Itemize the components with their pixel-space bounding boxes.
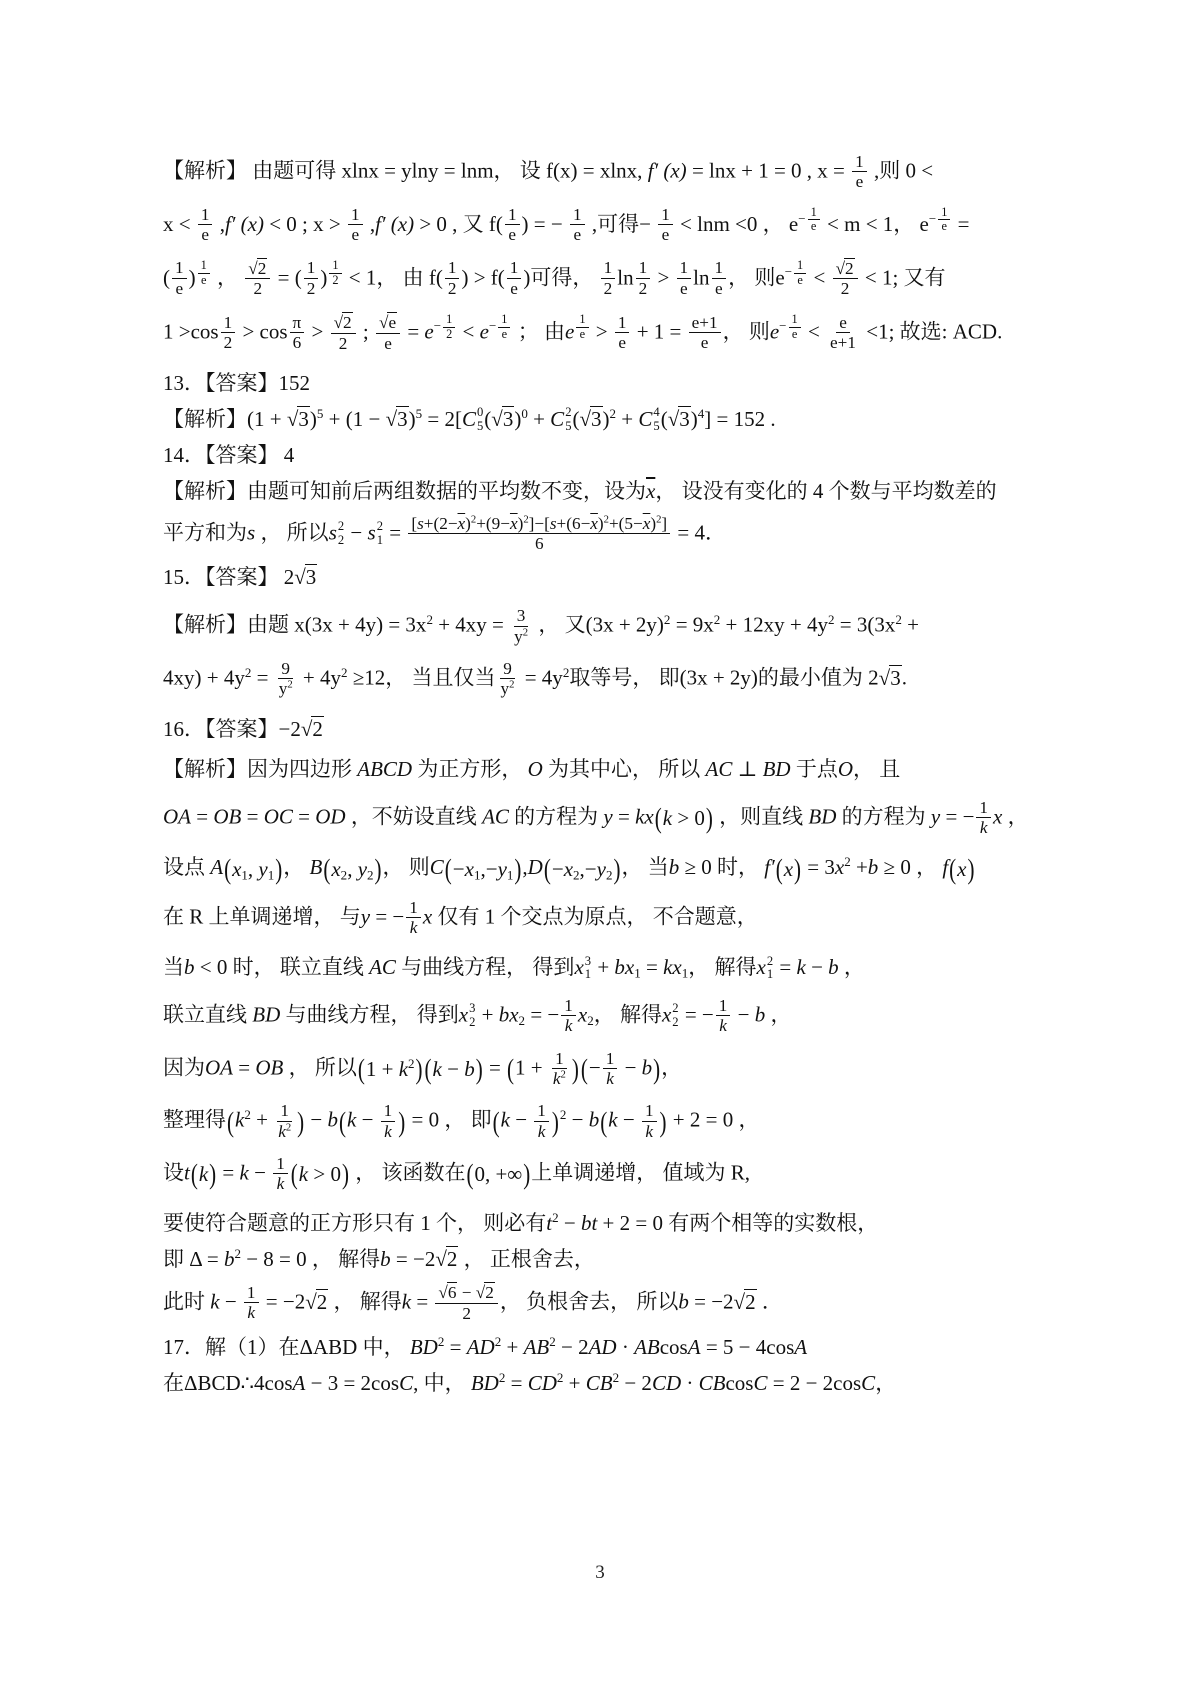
text-line-20: 因为OA = OB ， 所以 ( $1 + k^2$ ) ( k − b ) = ( 1 + $\frac{1}{k^2}$ ) ( − $\frac{1}{k}$ − b ) ，	[163, 1048, 683, 1088]
text-line-4: 1 >cos $\frac{1}{2}$ > cos $\frac{\pi}{6}$ > $\frac{√2}{2}$ ; $\frac{√e}{e}$ = $e^{- \frac{1}{2}}$ < $e^{- \frac{1}{e}}$ ； 由e $^{\frac{1}{e}}$ > $\frac{1}{e}$ + 1 = $\frac{e+1}{e}$ ， 则$e^{- \frac{1}{e}}$ < $\frac{e}{e+1}$ <1; 故选: ACD.	[163, 311, 1003, 353]
text-line-13: 16．【答案】−2√2	[163, 716, 323, 741]
text-line-15: OA = OB = OC = OD ，不妨设直线 AC 的方程为 y = kx ( k > 0 ) ，则直线 BD 的方程为 y = − $\frac{1}{k}$ x ，	[163, 797, 1029, 837]
text-line-25: 此时 k − $\frac{1}{k}$ = −2√2 ， 解得k = $\frac{√6 - √2}{2}$ ， 负根舍去， 所以b = −2√2 ．	[163, 1283, 783, 1324]
text-line-3: ( $\frac{1}{e}$ ) $^{\frac{1}{e}}$ ， $\frac{√2}{2}$ = ( $\frac{1}{2}$ ) $^{\frac{1}{2}}$ < 1， 由 f( $\frac{1}{2}$ ) > f( $\frac{1}{e}$ )可得， $\frac{1}{2}$ ln $\frac{1}{2}$ > $\frac{1}{e}$ ln $\frac{1}{e}$ ， 则$e^{- \frac{1}{e}}$ < $\frac{√2}{2}$ < 1; 又有	[163, 257, 946, 299]
text-line-2: x < $\frac{1}{e}$ ,f′ (x) < 0 ; x > $\frac{1}{e}$ ,f′ (x) > 0 , 又 f( $\frac{1}{e}$ ) = − $\frac{1}{e}$ ,可得− $\frac{1}{e}$ < lnm <0 ， $e^{- \frac{1}{e}}$ < m < 1， $e^{- \frac{1}{e}}$ =	[163, 204, 970, 245]
text-line-5: 13．【答案】152	[163, 370, 310, 395]
text-line-21: 整理得 ( $k^2$ + $\frac{1}{k^2}$ ) − b ( k − $\frac{1}{k}$ ) = 0 ， 即 ( k − $\frac{1}{k}$ ) $^2$ − b ( k − $\frac{1}{k}$ ) + 2 = 0 ，	[163, 1101, 760, 1141]
document-body	[163, 140, 1055, 1403]
text-line-27: 在ΔBCD∴4cosA − 3 = 2cosC, 中， $BD^2 = CD^2 + CB^2 - 2CD \cdot CBcosC = 2 - 2\cos C$，	[163, 1370, 897, 1396]
text-line-9: 平方和为s ， 所以s 2 2 − s 2 1 = $\frac{[s+(2-\overline{x})^2+(9-\overline{x})^2]-[s+(6-\overline{x})^2+(5-\overline{x})^2]}{6}$ = 4．	[163, 513, 726, 554]
text-line-17: 在 R 上单调递增， 与y = − $\frac{1}{k}$ x 仅有 1 个交点为原点， 不合题意，	[163, 897, 758, 937]
text-line-24: 即 $\Delta = b^2 - 8 = 0$ ， 解得b = −2√2 ， 正根舍去，	[163, 1246, 595, 1272]
text-line-19: 联立直线 BD 与曲线方程， 得到x 3 2 + $bx_2$ = − $\frac{1}{k}$ $x_2$， 解得x 2 2 = − $\frac{1}{k}$ − b ，	[163, 996, 792, 1036]
text-line-10: 15．【答案】 2√3	[163, 565, 317, 590]
text-line-23: 要使符合题意的正方形只有 1 个， 则必有$t^2$ − bt + 2 = 0 有两个相等的实数根，	[163, 1210, 879, 1236]
text-line-26: 17．解（1）在ΔABD 中， $BD^2 = AD^2 + AB^2 - 2AD \cdot ABcosA = 5 - 4\cos A$	[163, 1334, 808, 1360]
text-line-8: 【解析】由题可知前后两组数据的平均数不变，设为$\overline{x}$， 设没有变化的 4 个数与平均数差的	[163, 478, 997, 503]
text-line-18: 当b < 0 时， 联立直线 AC 与曲线方程， 得到x 3 1 + $bx_1 = kx_1$， 解得x 2 1 = k − b ，	[163, 953, 865, 982]
text-line-12: $4xy) + 4y^2$ = $\frac{9}{y^2}$ + $4y^2 \ge 12$， 当且仅当 $\frac{9}{y^2}$ = $4y^2$取等号， 即(3x + 2y)的最小值为 2√3.	[163, 658, 907, 699]
text-line-1: 【解析】 由题可得 xlnx = ylny = lnm， 设 f(x) = xlnx, f′ (x) = lnx + 1 = 0 , x = $\frac{1}{e}$ ,则 0 <	[163, 152, 934, 192]
text-line-14: 【解析】因为四边形 ABCD 为正方形， O 为其中心， 所以 AC ⊥ BD 于点O， 且	[163, 756, 901, 781]
page-number: 3	[595, 1562, 605, 1583]
text-line-7: 14．【答案】 4	[163, 442, 295, 467]
text-line-16: 设点 A ( $x_1$, $y_1$ ) ， B ( $x_2$, $y_2$ ) ， 则C ( $-x_1,-y_1$ ) ,D ( $-x_2,-y_2$ ) ， 当b ≥ 0 时， f′ ( x ) = $3x^2 +b \ge 0$ ， f ( x )	[163, 852, 975, 885]
text-line-11: 【解析】由题 $x(3x + 4y) = 3x^2 + 4xy$ = $\frac{3}{y^2}$ ， 又$(3x + 2y)^2 = 9x^2 + 12xy + 4y^2 = 3(3x^2$ +	[163, 606, 919, 646]
text-line-6: 【解析】$(1 + √3)^5 + (1 - √3)^5 = 2[C$ 0 5 $(√3)^0 + C$ 2 5 $(√3)^2 + C$ 4 5 $(√3)^4] = 152$ .	[163, 405, 776, 434]
text-line-22: 设t ( k ) = k − $\frac{1}{k}$ ( k > 0 ) ， 该函数在 ( 0, +∞ ) 上单调递增， 值域为 R,	[163, 1153, 751, 1194]
